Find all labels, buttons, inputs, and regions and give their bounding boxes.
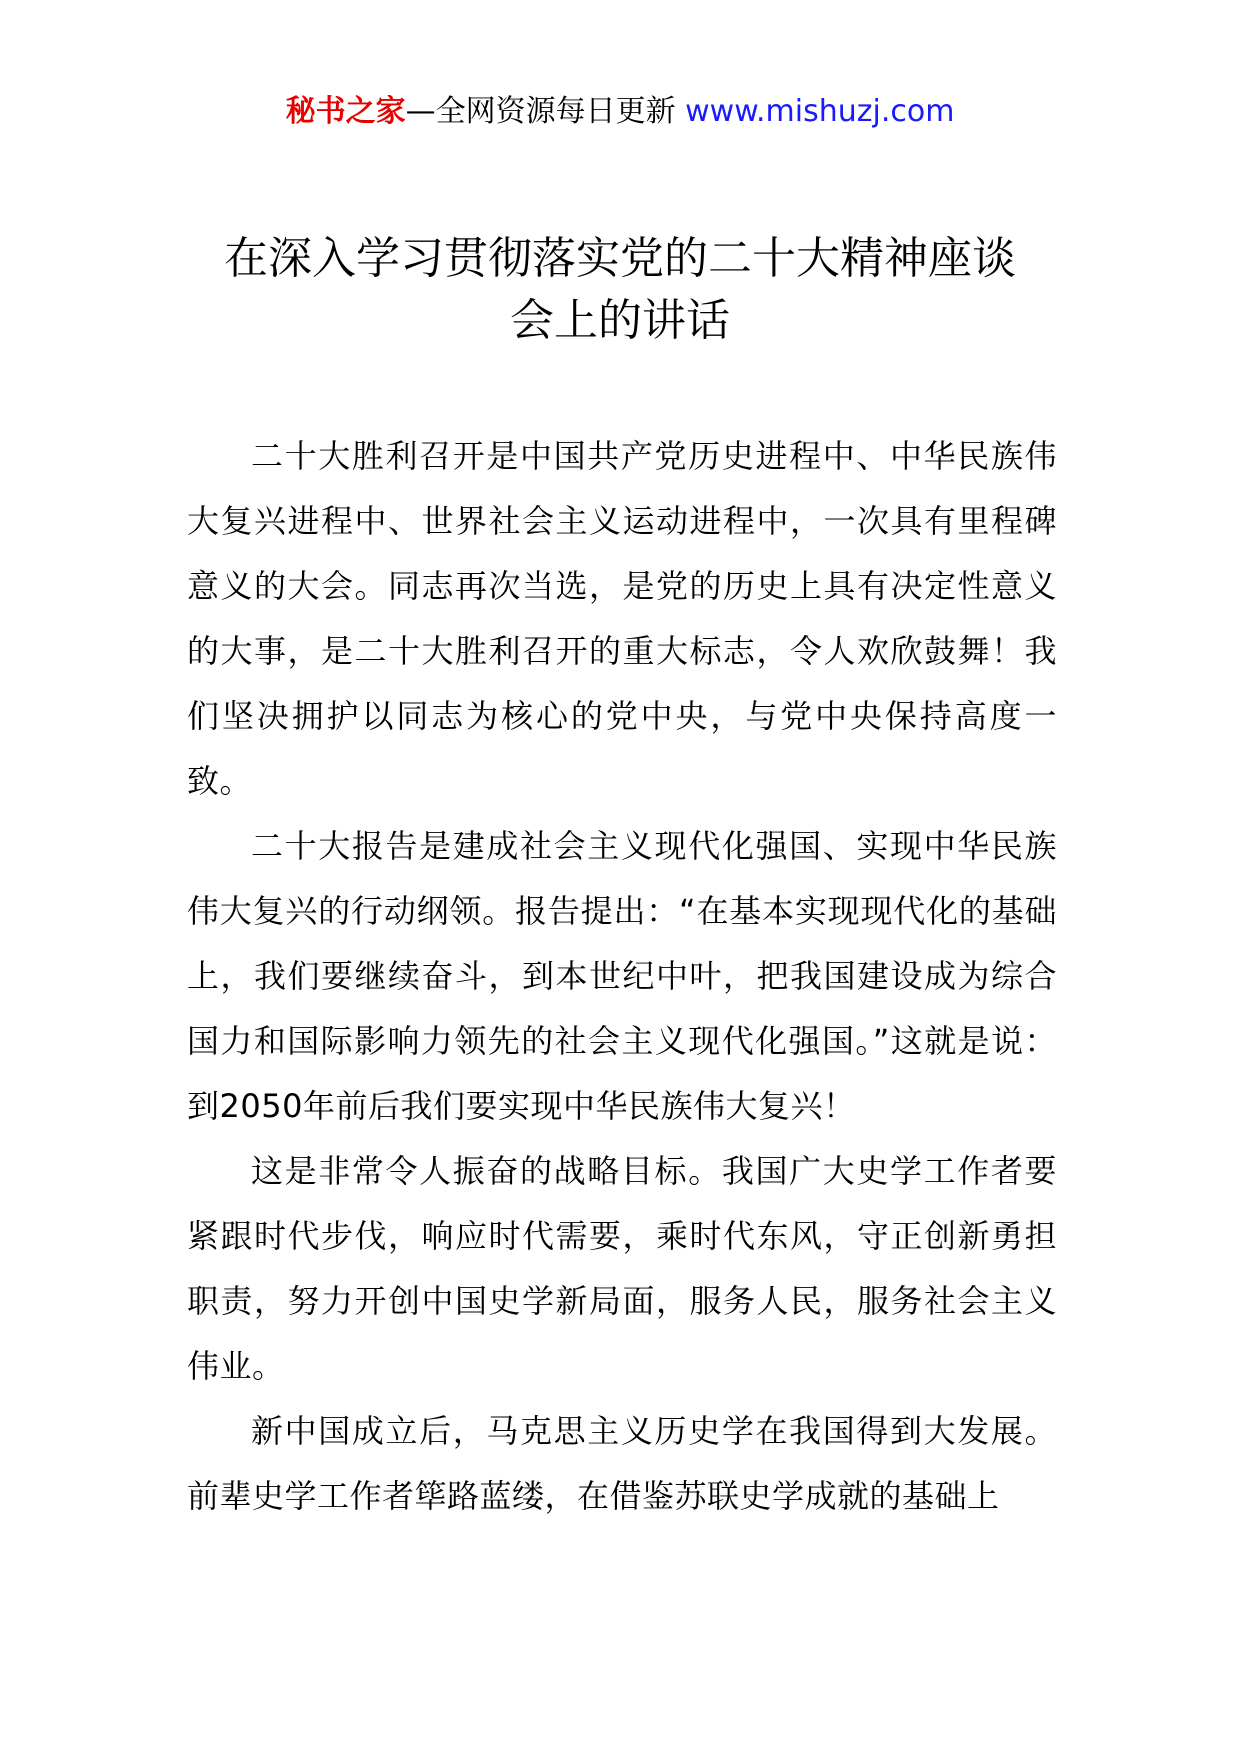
body-paragraph-1: 二十大胜利召开是中国共产党历史进程中、中华民族伟大复兴进程中、世界社会主义运动进程中，一次具有里程碑意义的大会。同志再次当选，是党的历史上具有决定性意义的大事，是二十大胜利召开的重大标志，令人欢欣鼓舞！我们坚决拥护以同志为核心的党中央，与党中央保持高度一致。: [187, 437, 1057, 800]
body-paragraph-4: 新中国成立后，马克思主义历史学在我国得到大发展。前辈史学工作者筚路蓝缕，在借鉴苏联史学成就的基础上: [187, 1412, 1057, 1515]
site-brand: 秘书之家: [285, 94, 406, 129]
body-paragraph-3: 这是非常令人振奋的战略目标。我国广大史学工作者要紧跟时代步伐，响应时代需要，乘时代东风，守正创新勇担职责，努力开创中国史学新局面，服务人民，服务社会主义伟业。: [187, 1152, 1057, 1385]
document-title-line-1: 在深入学习贯彻落实党的二十大精神座谈: [224, 233, 1016, 284]
body-paragraph-2: 二十大报告是建成社会主义现代化强国、实现中华民族伟大复兴的行动纲领。报告提出：“在基本实现现代化的基础上，我们要继续奋斗，到本世纪中叶，把我国建设成为综合国力和国际影响力领先的社会主义现代化强国。”这就是说：到2050年前后我们要实现中华民族伟大复兴！: [187, 827, 1057, 1125]
site-url-link[interactable]: www.mishuzj.com: [685, 94, 955, 129]
document-title: [150, 228, 1090, 352]
site-tagline: —全网资源每日更新: [405, 94, 686, 129]
document-body: [187, 424, 1057, 1529]
site-header: [0, 92, 1240, 132]
document-title-line-2: 会上的讲话: [510, 295, 730, 346]
